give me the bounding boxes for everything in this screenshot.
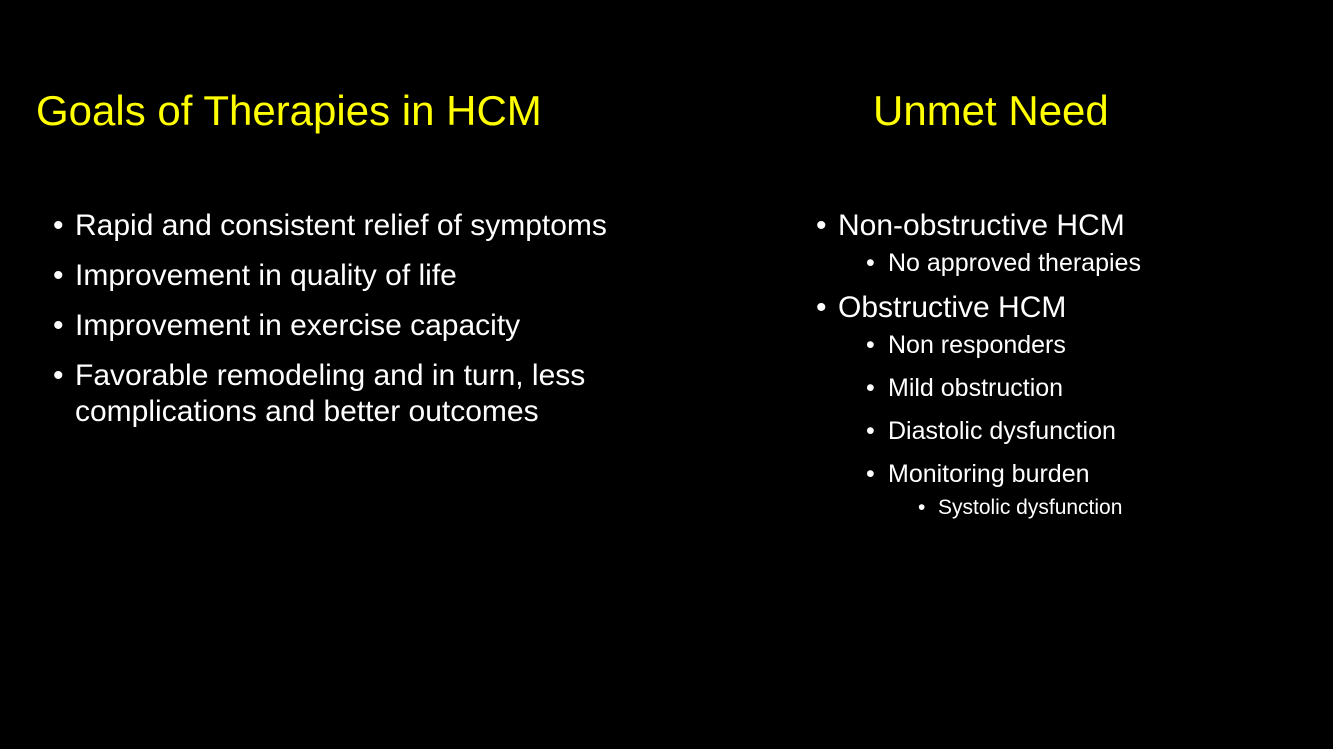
list-item	[53, 358, 635, 430]
list-item	[53, 208, 635, 244]
sub-sub-bullet-text: Systolic dysfunction	[938, 496, 1123, 519]
list-item	[866, 248, 1318, 278]
bullet-text: Rapid and consistent relief of symptoms	[75, 209, 607, 242]
goals-bullet-list	[53, 208, 635, 444]
unmet-need-bullet-list	[816, 208, 1318, 533]
sub-bullet-text: Monitoring burden	[888, 460, 1090, 488]
list-item	[866, 330, 1318, 360]
sub-bullet-list	[866, 330, 1318, 521]
sub-bullet-text: Diastolic dysfunction	[888, 417, 1116, 445]
bullet-text: Favorable remodeling and in turn, less complications and better outcomes	[75, 359, 586, 428]
bullet-dot-icon: •	[53, 359, 64, 392]
left-column-title: Goals of Therapies in HCM	[36, 87, 542, 134]
bullet-text: Obstructive HCM	[838, 291, 1067, 324]
list-item	[53, 258, 635, 294]
list-item	[866, 459, 1318, 521]
sub-bullet-text: Mild obstruction	[888, 374, 1064, 402]
bullet-dot-icon: •	[866, 417, 875, 445]
bullet-text: Improvement in exercise capacity	[75, 309, 521, 342]
bullet-dot-icon: •	[53, 309, 64, 342]
list-item	[816, 208, 1318, 278]
list-item	[866, 373, 1318, 403]
bullet-dot-icon: •	[816, 291, 827, 324]
bullet-dot-icon: •	[53, 209, 64, 242]
bullet-text: Non-obstructive HCM	[838, 209, 1125, 242]
bullet-dot-icon: •	[866, 249, 875, 277]
bullet-dot-icon: •	[866, 460, 875, 488]
list-item	[816, 290, 1318, 521]
bullet-text: Improvement in quality of life	[75, 259, 457, 292]
list-item	[53, 308, 635, 344]
right-column-title: Unmet Need	[873, 87, 1109, 134]
sub-bullet-text: No approved therapies	[888, 249, 1141, 277]
bullet-dot-icon: •	[816, 209, 827, 242]
list-item	[918, 495, 1318, 521]
bullet-dot-icon: •	[918, 496, 926, 519]
sub-bullet-list	[866, 248, 1318, 278]
sub-sub-bullet-list	[918, 495, 1318, 521]
sub-bullet-text: Non responders	[888, 331, 1066, 359]
bullet-dot-icon: •	[866, 331, 875, 359]
list-item	[866, 416, 1318, 446]
bullet-dot-icon: •	[53, 259, 64, 292]
bullet-dot-icon: •	[866, 374, 875, 402]
